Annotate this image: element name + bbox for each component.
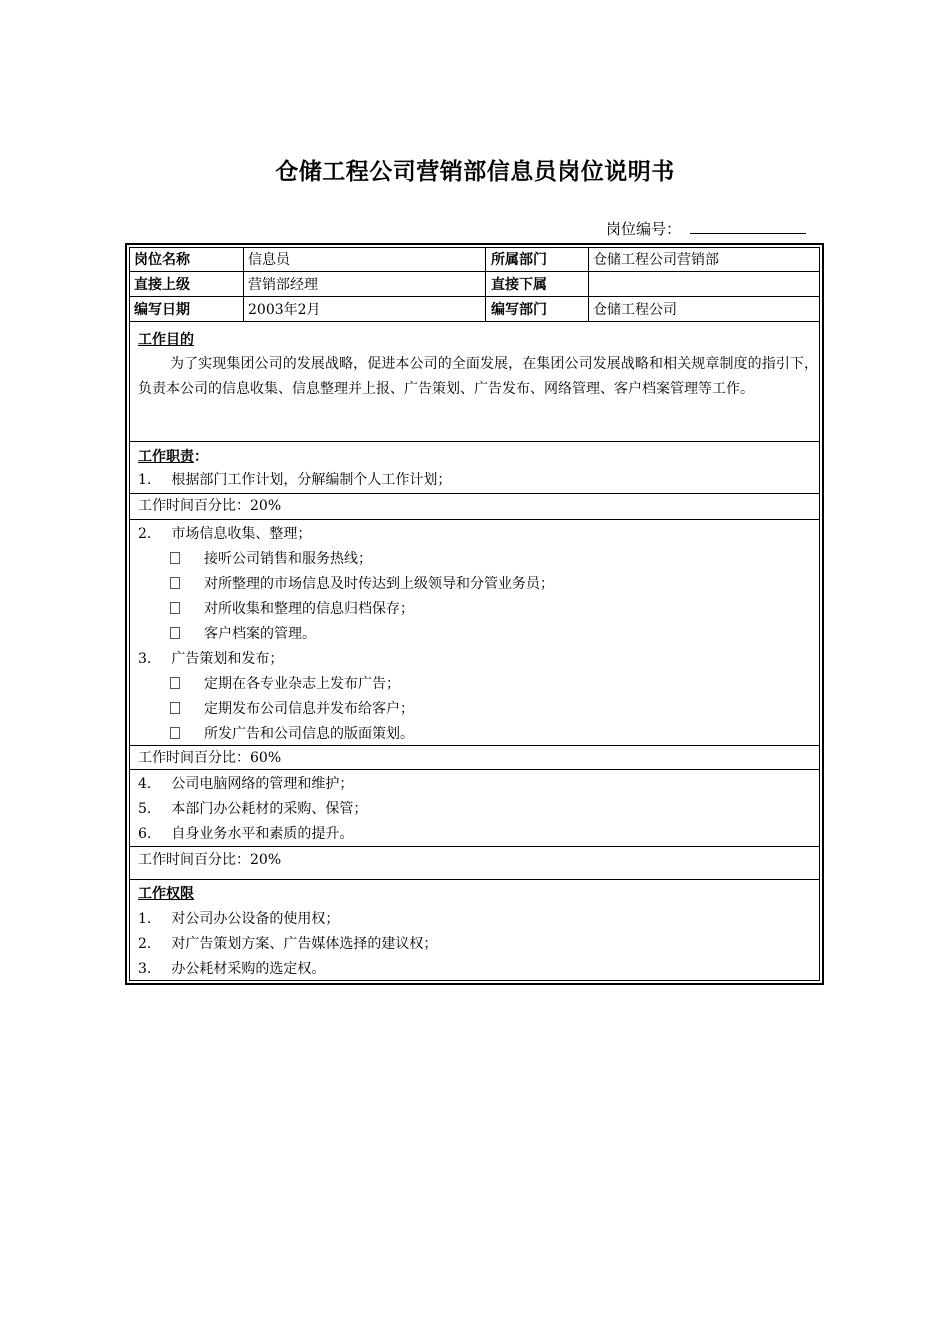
duty-item-2: 2. 市场信息收集、整理； [138, 526, 312, 542]
purpose-text: 为了实现集团公司的发展战略，促进本公司的全面发展，在集团公司发展战略和相关规章制度的指引下，负责本公司的信息收集、信息整理并上报、广告策划、广告发布、网络管理、客户档案管理等工作。 [138, 356, 818, 397]
percent-20-b: 工作时间百分比：20% [138, 852, 282, 868]
bullet-icon [170, 577, 180, 589]
duty-3-sub-1: 定期在各专业杂志上发布广告； [170, 675, 400, 693]
value-department: 仓储工程公司营销部 [593, 252, 719, 268]
authority-item-1: 1. 对公司办公设备的使用权； [138, 911, 340, 927]
label-direct-superior: 直接上级 [134, 277, 190, 293]
value-post-name: 信息员 [248, 252, 290, 268]
duty-item-1: 1. 根据部门工作计划，分解编制个人工作计划； [138, 472, 452, 488]
authority-item-2: 2. 对广告策划方案、广告媒体选择的建议权； [138, 936, 438, 952]
label-post-name: 岗位名称 [134, 252, 190, 268]
percent-20-a: 工作时间百分比：20% [138, 498, 282, 514]
value-direct-superior: 营销部经理 [248, 277, 318, 293]
post-number-label: 岗位编号： [606, 220, 682, 238]
bullet-icon [170, 552, 180, 564]
duty-item-4: 4. 公司电脑网络的管理和维护； [138, 776, 354, 792]
label-department: 所属部门 [491, 252, 547, 268]
job-description-table [125, 243, 824, 985]
duty-2-sub-2: 对所整理的市场信息及时传达到上级领导和分管业务员； [170, 575, 554, 593]
duties-heading-text: 工作职责 [138, 449, 194, 465]
duty-2-sub-4: 客户档案的管理。 [170, 625, 316, 643]
purpose-heading: 工作目的 [138, 332, 194, 348]
duty-3-sub-3: 所发广告和公司信息的版面策划。 [170, 725, 414, 743]
label-direct-subordinate: 直接下属 [491, 277, 547, 293]
authority-heading: 工作权限 [138, 886, 194, 902]
value-written-dept: 仓储工程公司 [593, 302, 677, 318]
bullet-icon [170, 602, 180, 614]
duties-heading-colon: ： [194, 449, 208, 465]
post-number-blank [690, 233, 806, 234]
duty-item-3: 3. 广告策划和发布； [138, 651, 284, 667]
bullet-icon [170, 627, 180, 639]
duty-3-sub-2: 定期发布公司信息并发布给客户； [170, 700, 414, 718]
duty-2-sub-1: 接听公司销售和服务热线； [170, 550, 372, 568]
bullet-icon [170, 727, 180, 739]
value-written-date: 2003年2月 [248, 302, 321, 318]
duty-item-6: 6. 自身业务水平和素质的提升。 [138, 826, 354, 842]
document-title: 仓储工程公司营销部信息员岗位说明书 [275, 159, 675, 185]
duty-2-sub-3: 对所收集和整理的信息归档保存； [170, 600, 414, 618]
percent-60: 工作时间百分比：60% [138, 750, 282, 766]
label-written-dept: 编写部门 [491, 302, 547, 318]
bullet-icon [170, 677, 180, 689]
duty-item-5: 5. 本部门办公耗材的采购、保管； [138, 801, 368, 817]
bullet-icon [170, 702, 180, 714]
authority-item-3: 3. 办公耗材采购的选定权。 [138, 961, 326, 977]
duties-heading [138, 448, 208, 466]
label-written-date: 编写日期 [134, 302, 190, 318]
